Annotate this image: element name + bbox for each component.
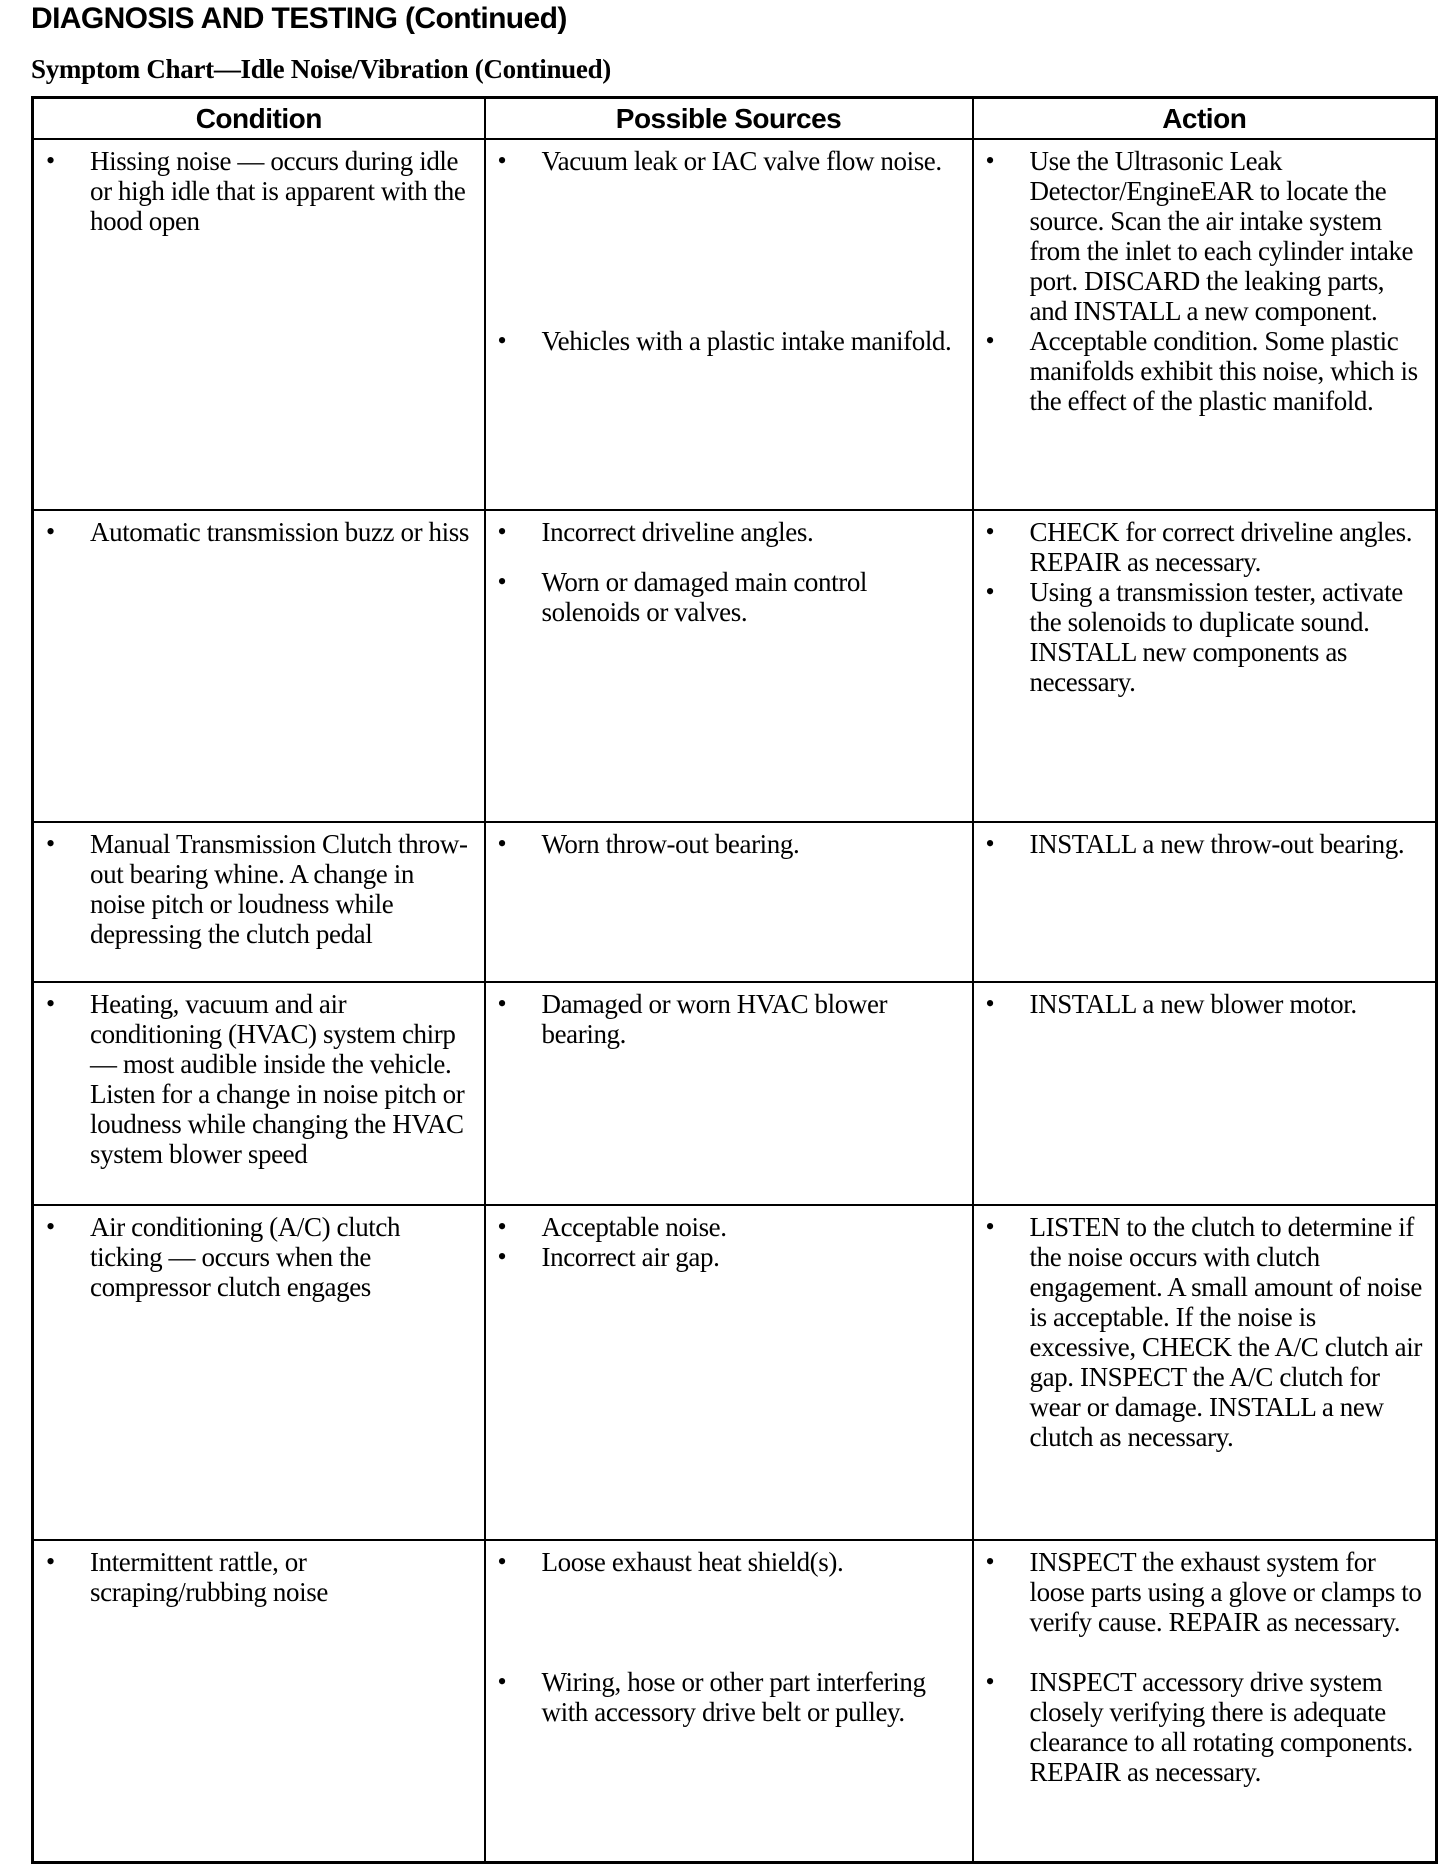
condition-item: • Automatic transmission buzz or hiss [46,517,474,547]
column-header-possible-sources: Possible Sources [485,98,973,140]
condition-cell [33,139,485,510]
table-row [33,982,1437,1205]
table-row [33,510,1437,822]
source-item: • Wiring, hose or other part interfering with accessory drive belt or pulley. [498,1667,962,1727]
source-item: • Vacuum leak or IAC valve flow noise. [498,146,962,176]
sources-cell [485,822,973,982]
condition-item: • Manual Transmission Clutch throw-out bearing whine. A change in noise pitch or loudness while depressing the clutch pedal [46,829,474,949]
condition-item: • Heating, vacuum and air conditioning (HVAC) system chirp — most audible inside the vehicle. Listen for a change in noise pitch or loudness while changing the HVAC system blower speed [46,989,474,1169]
action-item: • Use the Ultrasonic Leak Detector/EngineEAR to locate the source. Scan the air intake system from the inlet to each cylinder intake port. DISCARD the leaking parts, and INSTALL a new component. [986,146,1426,326]
table-row [33,139,1437,510]
symptom-chart-table [31,96,1438,1864]
action-cell [973,1540,1437,1862]
condition-item: • Intermittent rattle, or scraping/rubbing noise [46,1547,474,1607]
action-item: • INSTALL a new blower motor. [986,989,1426,1019]
source-item: • Worn throw-out bearing. [498,829,962,859]
source-item: • Loose exhaust heat shield(s). [498,1547,962,1577]
column-header-condition: Condition [33,98,485,140]
sources-cell [485,1540,973,1862]
page-title: DIAGNOSIS AND TESTING (Continued) [31,2,567,35]
condition-cell [33,510,485,822]
column-header-action: Action [973,98,1437,140]
action-item: • Acceptable condition. Some plastic manifolds exhibit this noise, which is the effect of the plastic manifold. [986,326,1426,416]
sources-cell [485,1205,973,1540]
action-item: • INSPECT accessory drive system closely verifying there is adequate clearance to all rotating components. REPAIR as necessary. [986,1667,1426,1787]
table-row [33,822,1437,982]
source-item: • Incorrect driveline angles. [498,517,962,547]
condition-cell [33,982,485,1205]
chart-subtitle: Symptom Chart—Idle Noise/Vibration (Continued) [31,54,611,84]
action-item: • Using a transmission tester, activate the solenoids to duplicate sound. INSTALL new components as necessary. [986,577,1426,697]
action-item: • LISTEN to the clutch to determine if the noise occurs with clutch engagement. A small amount of noise is acceptable. If the noise is excessive, CHECK the A/C clutch air gap. INSPECT the A/C clutch for wear or damage. INSTALL a new clutch as necessary. [986,1212,1426,1452]
table-row [33,1205,1437,1540]
source-item: • Incorrect air gap. [498,1242,962,1272]
action-item: • INSPECT the exhaust system for loose parts using a glove or clamps to verify cause. REPAIR as necessary. [986,1547,1426,1637]
condition-item: • Hissing noise — occurs during idle or high idle that is apparent with the hood open [46,146,474,236]
table-header-row [33,98,1437,140]
source-item: • Acceptable noise. [498,1212,962,1242]
action-item: • CHECK for correct driveline angles. REPAIR as necessary. [986,517,1426,577]
action-cell [973,1205,1437,1540]
action-cell [973,822,1437,982]
source-item: • Vehicles with a plastic intake manifold. [498,326,962,356]
condition-cell [33,1205,485,1540]
sources-cell [485,510,973,822]
action-cell [973,139,1437,510]
table-row [33,1540,1437,1862]
source-item: • Worn or damaged main control solenoids or valves. [498,567,962,627]
source-item: • Damaged or worn HVAC blower bearing. [498,989,962,1049]
condition-cell [33,822,485,982]
action-cell [973,982,1437,1205]
sources-cell [485,982,973,1205]
action-cell [973,510,1437,822]
sources-cell [485,139,973,510]
condition-cell [33,1540,485,1862]
action-item: • INSTALL a new throw-out bearing. [986,829,1426,859]
condition-item: • Air conditioning (A/C) clutch ticking — occurs when the compressor clutch engages [46,1212,474,1302]
